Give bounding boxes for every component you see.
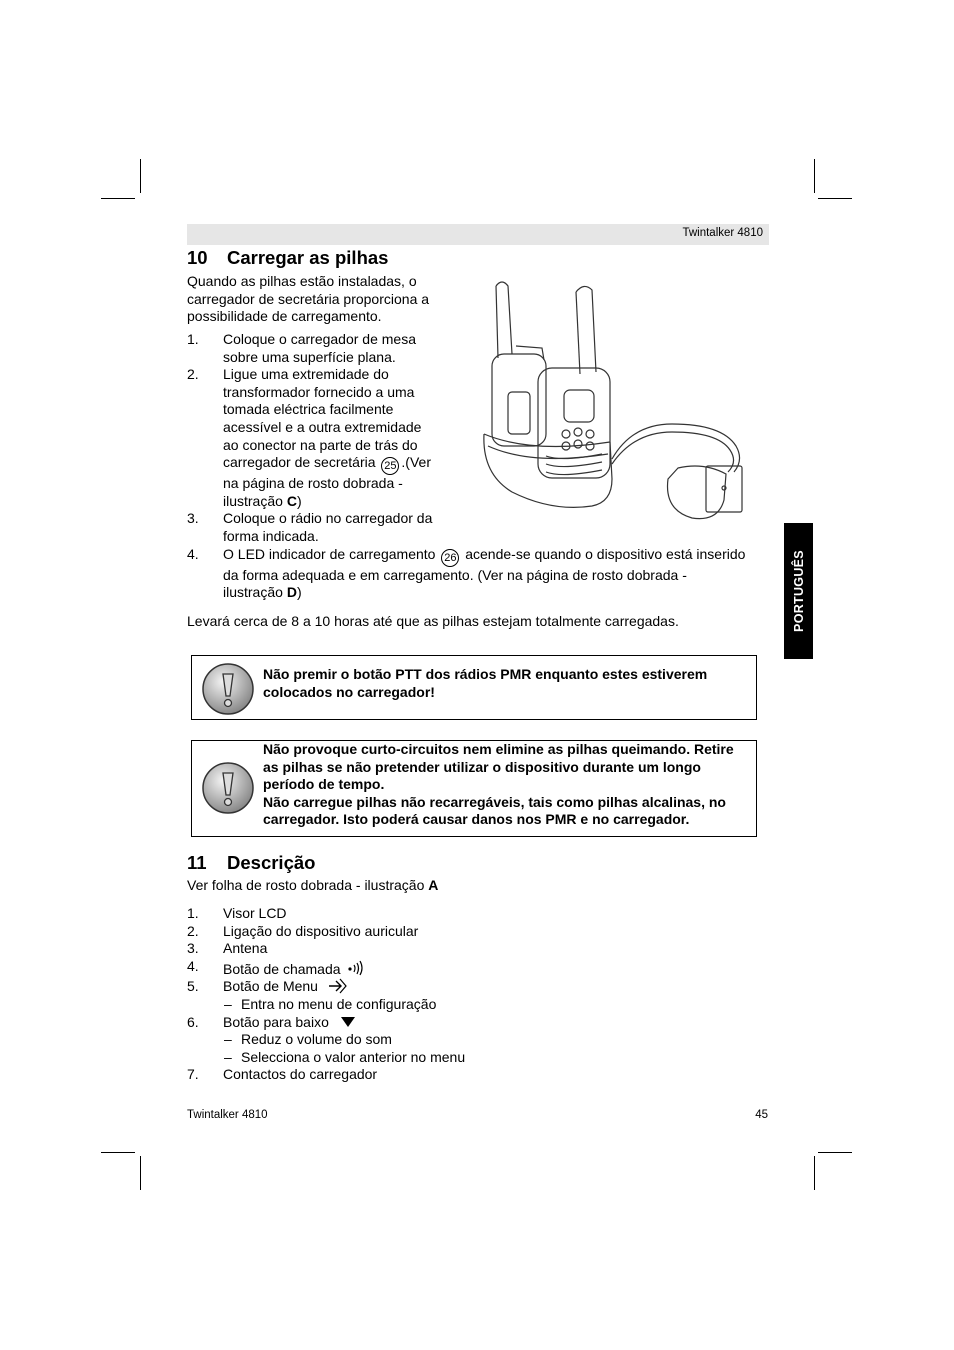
crop-mark <box>101 198 135 199</box>
section-10-intro: Quando as pilhas estão instaladas, o carregador de secretária proporciona a possibilidade de carregamento. <box>187 273 430 325</box>
language-tab <box>784 523 813 659</box>
reference-number: 26 <box>441 549 459 567</box>
charging-time-note: Levará cerca de 8 a 10 horas até que as pilhas estejam totalmente carregadas. <box>187 613 679 629</box>
list-item: 3. Coloque o rádio no carregador da forma indicada. <box>187 510 433 544</box>
footer-title: Twintalker 4810 <box>187 1109 268 1121</box>
exclamation-icon <box>201 761 255 815</box>
page-header <box>187 224 769 245</box>
down-triangle-icon <box>340 1015 356 1029</box>
reference-number: 25 <box>381 457 399 475</box>
page-number: 45 <box>755 1109 768 1121</box>
call-icon <box>347 958 365 976</box>
section-11-intro: Ver folha de rosto dobrada - ilustração A <box>187 877 439 893</box>
list-subitem: – Entra no menu de configuração <box>224 995 437 1012</box>
section-11-title: 11 Descrição <box>187 852 316 873</box>
list-item: 4. O LED indicador de carregamento 26 acende-se quando o dispositivo está inserido da forma adequada e em carregamento. (Ver na página de rosto dobrada - ilustração D) <box>187 545 746 601</box>
list-item: 2. Ligue uma extremidade do transformador fornecido a uma tomada eléctrica facilmente acessível e a outra extremidade ao conector na parte de trás do carregador de secretária 25 .(Ver na página de rosto dobrada - ilustração C) <box>187 366 431 509</box>
crop-mark <box>140 1156 141 1190</box>
crop-mark <box>101 1152 135 1153</box>
warning-text: Não provoque curto-circuitos nem elimine as pilhas queimando. Retire as pilhas se não pretender utilizar o dispositivo durante um longo período de tempo. Não carregue pilhas não recarregáveis, tais como pilhas alcalinas, no carregador. Isto poderá causar danos nos PMR e no carregador. <box>263 741 734 828</box>
list-item: 4. Botão de chamada <box>187 958 747 979</box>
warning-box <box>191 655 757 720</box>
menu-icon <box>328 978 348 994</box>
list-item: 1. Coloque o carregador de mesa sobre uma superfície plana. <box>187 331 417 365</box>
exclamation-icon <box>201 662 255 716</box>
list-item: 3. Antena <box>187 940 268 957</box>
crop-mark <box>814 1156 815 1190</box>
list-item: 2. Ligação do dispositivo auricular <box>187 922 419 939</box>
warning-box <box>191 740 757 837</box>
list-subitem: – Selecciona o valor anterior no menu <box>224 1048 466 1065</box>
list-item: 5. Botão de Menu <box>187 978 747 996</box>
crop-mark <box>818 1152 852 1153</box>
crop-mark <box>814 159 815 193</box>
header-title: Twintalker 4810 <box>682 227 763 239</box>
warning-text: Não premir o botão PTT dos rádios PMR enquanto estes estiverem colocados no carregador! <box>263 666 708 700</box>
crop-mark <box>140 159 141 193</box>
crop-mark <box>818 198 852 199</box>
section-10-title: 10 Carregar as pilhas <box>187 247 389 268</box>
list-item: 1. Visor LCD <box>187 905 287 921</box>
list-item: 6. Botão para baixo <box>187 1014 747 1032</box>
language-tab-label: PORTUGUÊS <box>791 550 806 632</box>
section-11-items <box>187 905 747 1084</box>
charger-illustration <box>472 274 747 524</box>
list-subitem: – Reduz o volume do som <box>224 1031 392 1048</box>
list-item: 7. Contactos do carregador <box>187 1066 378 1083</box>
